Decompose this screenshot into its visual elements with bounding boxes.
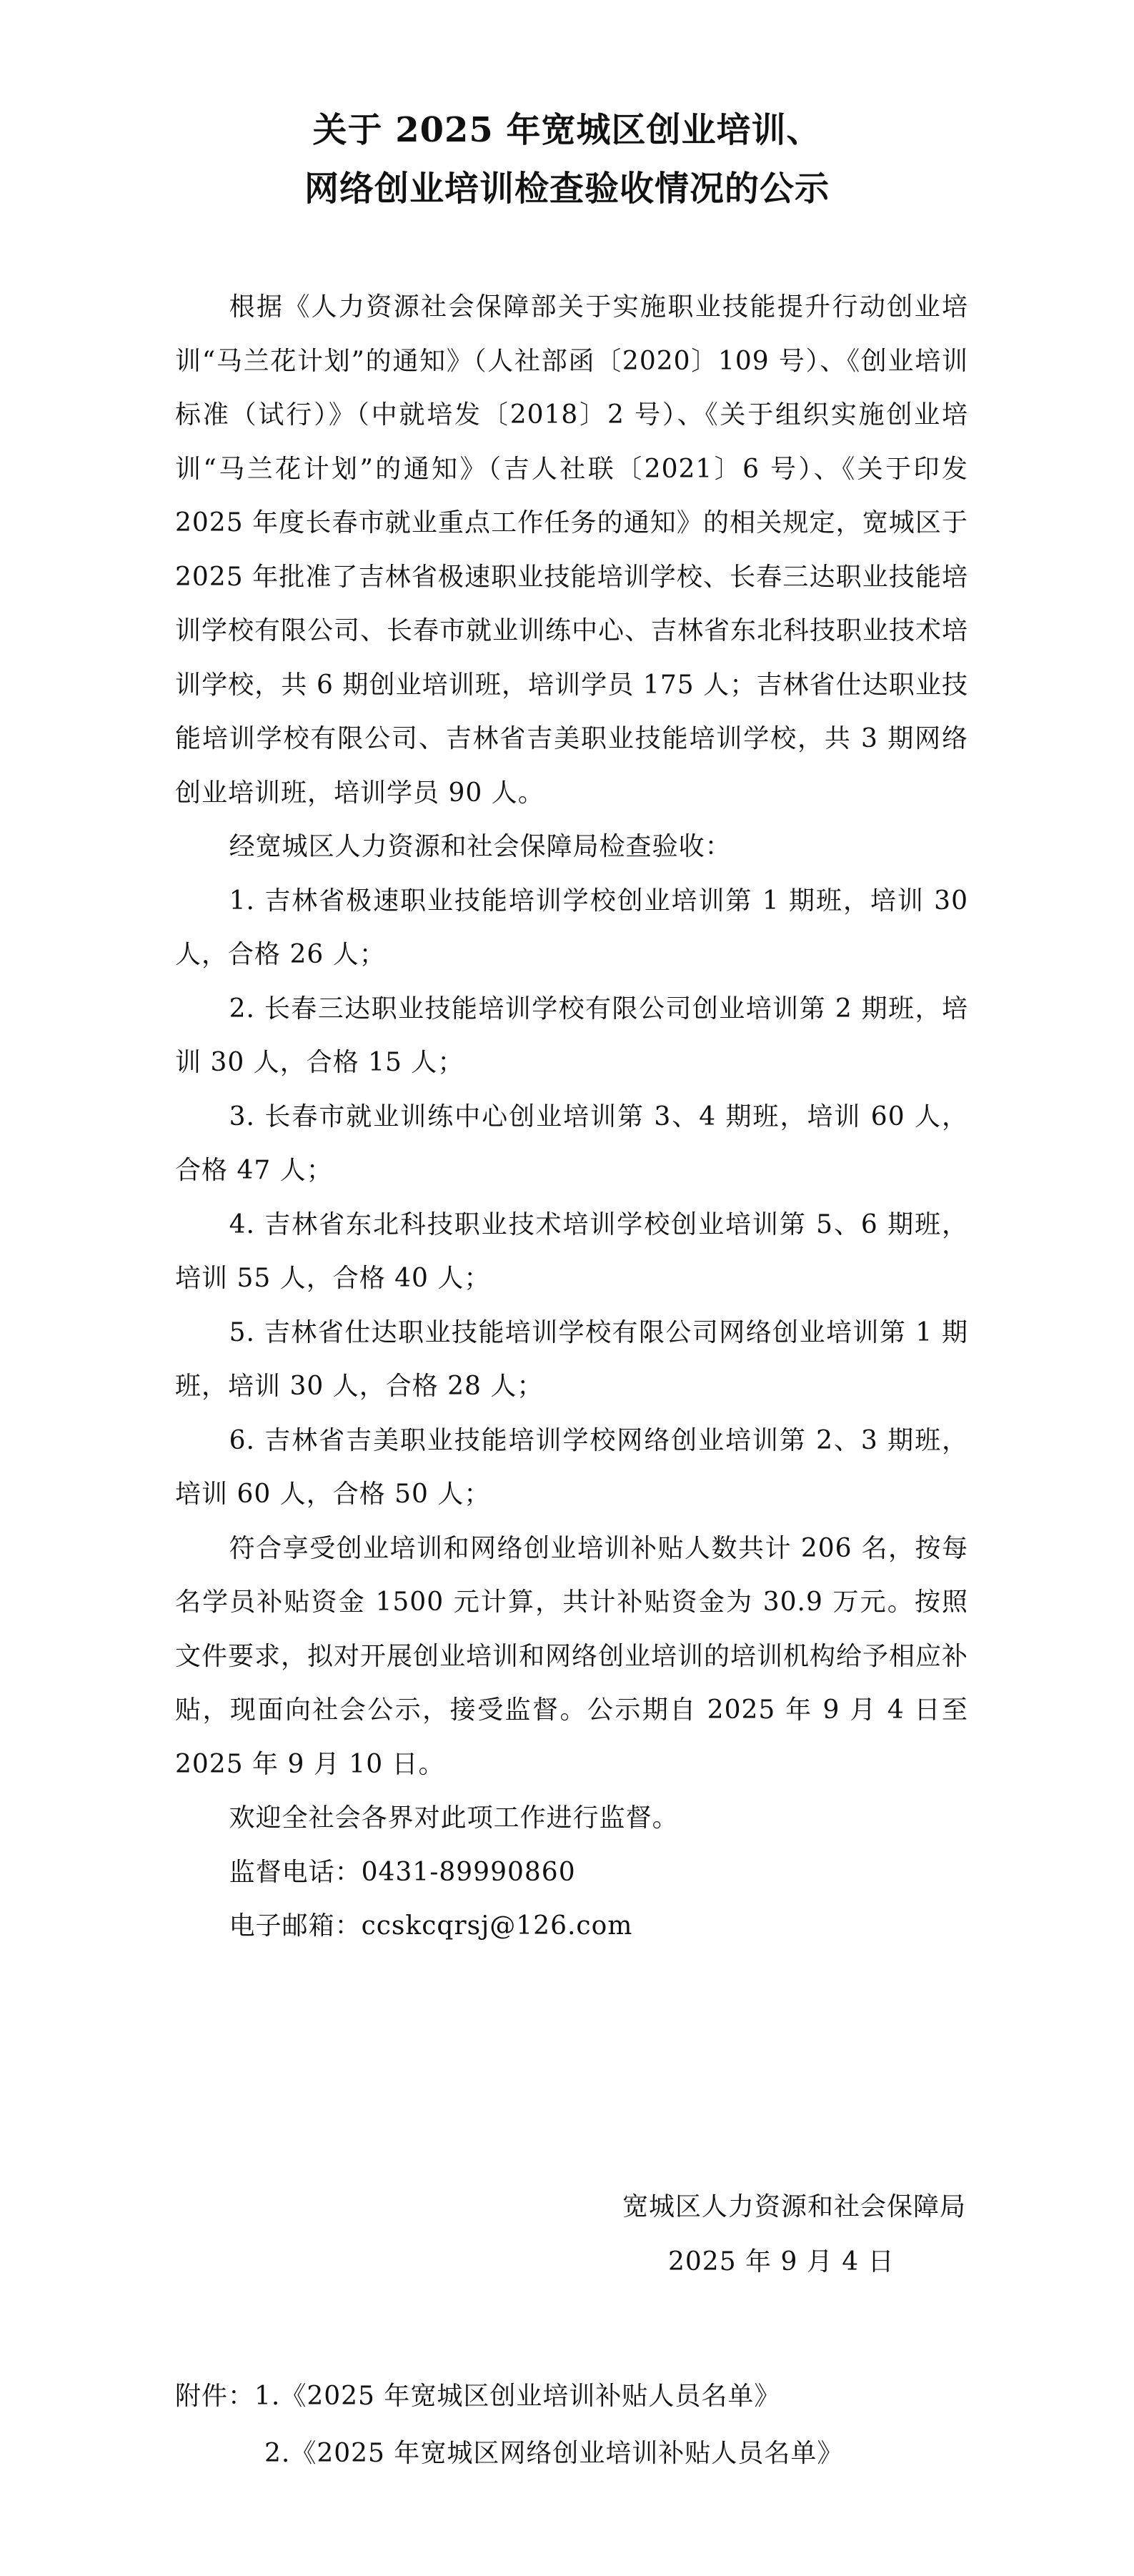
list-item-2: 2. 长春三达职业技能培训学校有限公司创业培训第 2 期班，培训 30 人，合格 15 人； bbox=[175, 994, 968, 1077]
list-item-4: 4. 吉林省东北科技职业技术培训学校创业培训第 5、6 期班，培训 55 人，合格 40 人； bbox=[175, 1209, 968, 1293]
attachment-line-1: 附件：1.《2025 年宽城区创业培训补贴人员名单》 bbox=[175, 2382, 781, 2411]
paragraph-basis: 根据《人力资源社会保障部关于实施职业技能提升行动创业培训“马兰花计划”的通知》（人社部函〔2020〕109 号）、《创业培训标准（试行）》（中就培发〔2018〕2 号）、《关于组织实施创业培训“马兰花计划”的通知》（吉人社联〔2021〕6 号）、《关于印发 2025 年度长春市就业重点工作任务的通知》的相关规定，宽城区于 2025 年批准了吉林省极速职业技能培训学校、长春三达职业技能培训学校有限公司、长春市就业训练中心、吉林省东北科技职业技术培训学校，共 6 期创业培训班，培训学员 175 人；吉林省仕达职业技能培训学校有限公司、吉林省吉美职业技能培训学校，共 3 期网络创业培训班，培训学员 90 人。 bbox=[175, 292, 969, 808]
list-item-1: 1. 吉林省极速职业技能培训学校创业培训第 1 期班，培训 30 人，合格 26 人； bbox=[175, 886, 968, 969]
attachment-line-2: 2.《2025 年宽城区网络创业培训补贴人员名单》 bbox=[264, 2439, 844, 2468]
list-item-3: 3. 长春市就业训练中心创业培训第 3、4 期班，培训 60 人，合格 47 人； bbox=[175, 1101, 968, 1185]
signature-date: 2025 年 9 月 4 日 bbox=[668, 2247, 895, 2277]
document-title-line-1: 关于 2025 年宽城区创业培训、 bbox=[312, 110, 822, 150]
paragraph-subsidy-summary: 符合享受创业培训和网络创业培训补贴人数共计 206 名，按每名学员补贴资金 1500 元计算，共计补贴资金为 30.9 万元。按照文件要求，拟对开展创业培训和网络创业培训的培训机构给予相应补贴，现面向社会公示，接受监督。公示期自 2025 年 9 月 4 日至 2025 年 9 月 10 日。 bbox=[175, 1533, 969, 1779]
paragraph-supervision-invite: 欢迎全社会各界对此项工作进行监督。 bbox=[229, 1803, 679, 1833]
paragraph-inspection-intro: 经宽城区人力资源和社会保障局检查验收： bbox=[229, 832, 732, 861]
document-body bbox=[175, 280, 968, 1953]
list-item-5: 5. 吉林省仕达职业技能培训学校有限公司网络创业培训第 1 期班，培训 30 人，合格 28 人； bbox=[175, 1317, 968, 1401]
signature-organization: 宽城区人力资源和社会保障局 bbox=[622, 2192, 966, 2221]
contact-email: 电子邮箱：ccskcqrsj@126.com bbox=[229, 1911, 633, 1941]
document-title-line-2: 网络创业培训检查验收情况的公示 bbox=[304, 169, 830, 209]
list-item-6: 6. 吉林省吉美职业技能培训学校网络创业培训第 2、3 期班，培训 60 人，合格 50 人； bbox=[175, 1425, 968, 1509]
contact-phone: 监督电话：0431-89990860 bbox=[229, 1857, 576, 1887]
